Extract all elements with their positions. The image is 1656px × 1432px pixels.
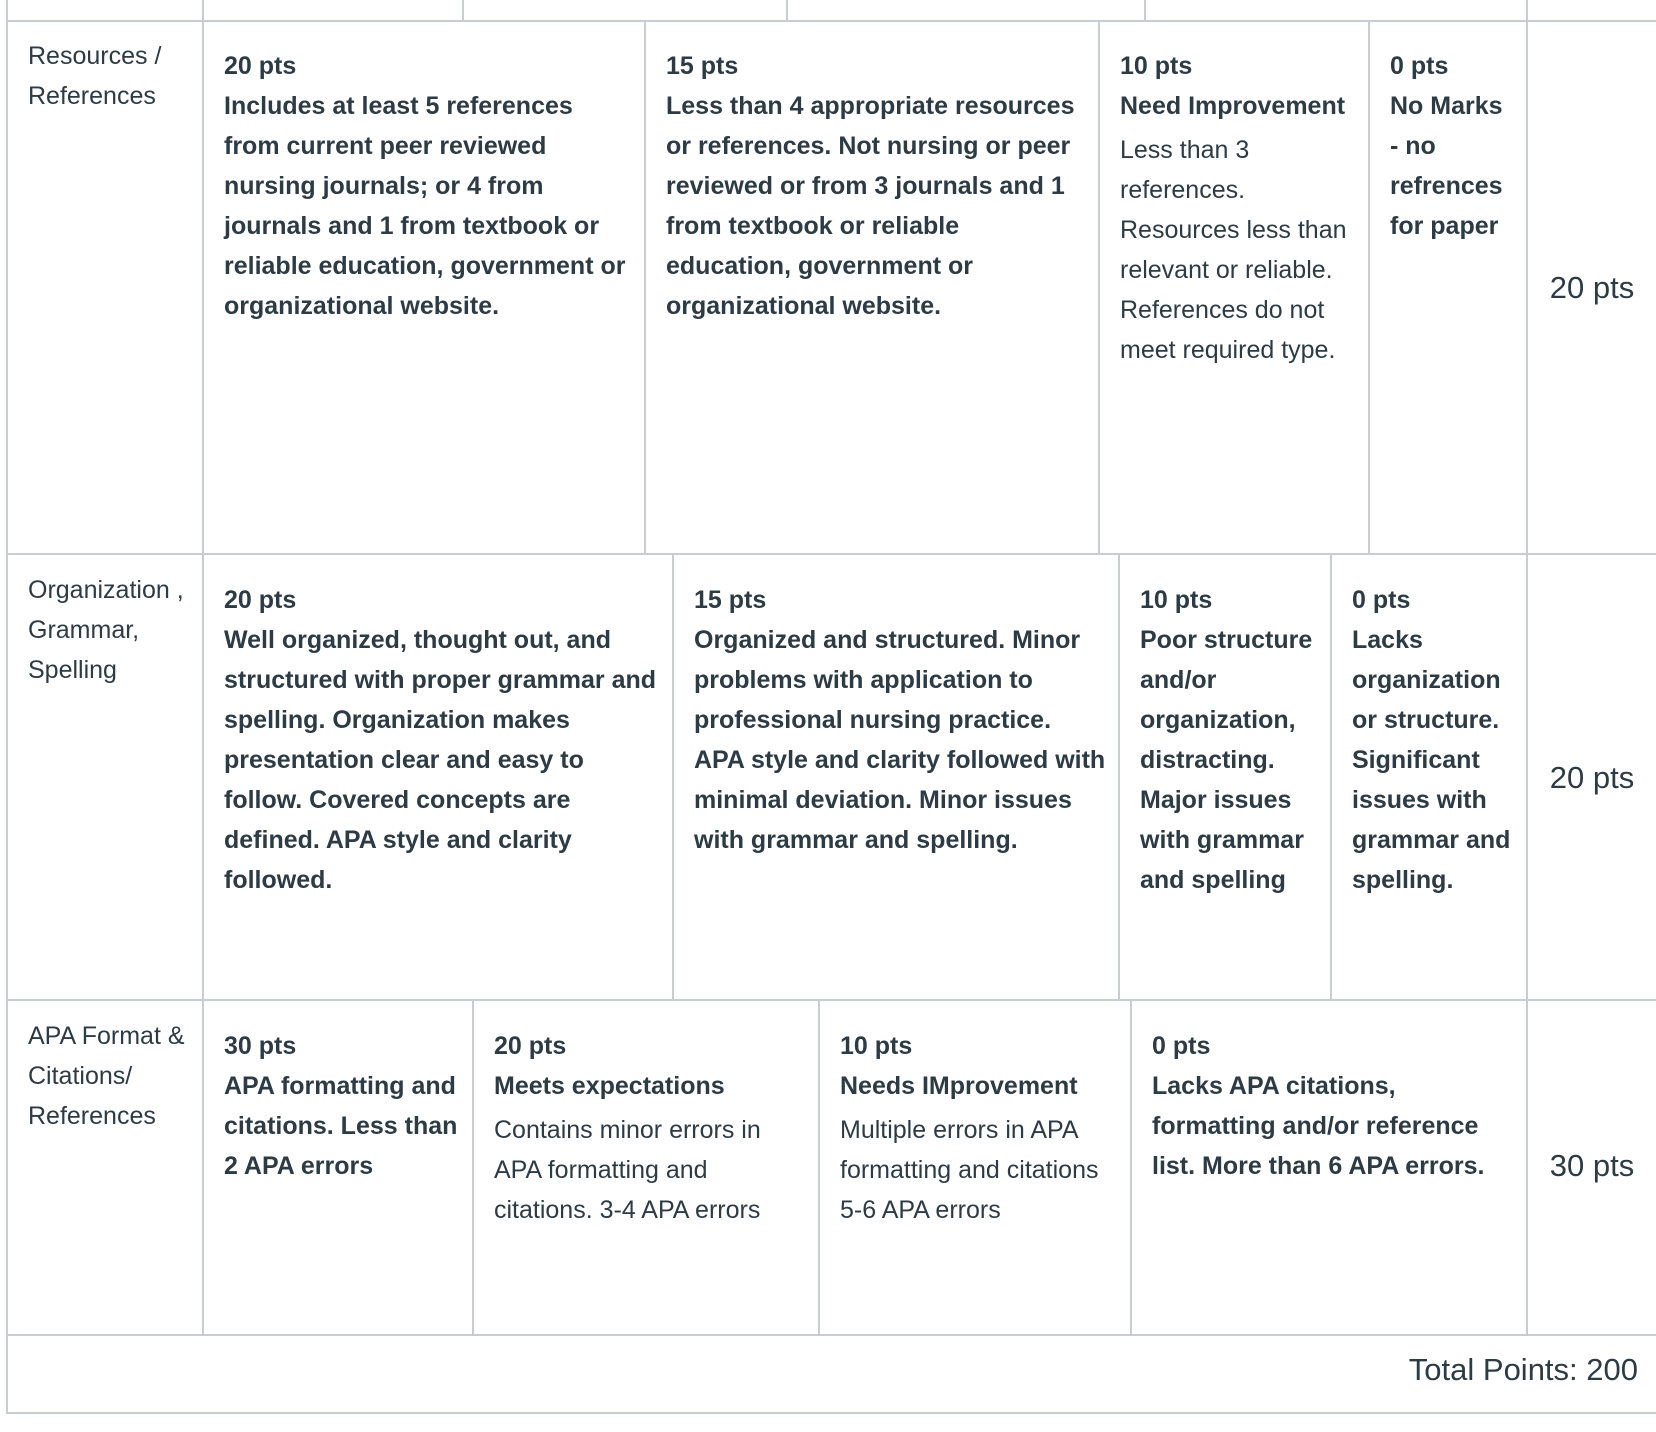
rating-divider (1368, 21, 1370, 554)
rating-cell[interactable] (224, 1026, 460, 1186)
rating-divider (644, 21, 646, 554)
rating-title: Needs IMprovement (840, 1072, 1078, 1100)
table-left-border (6, 0, 8, 1414)
rating-divider (1130, 1000, 1132, 1335)
rating-cell[interactable] (224, 46, 632, 326)
rating-divider (818, 1000, 820, 1335)
rating-points: 0 pts (1152, 1032, 1211, 1060)
rating-cell[interactable] (1152, 1026, 1516, 1186)
rating-description: Contains minor errors in APA formatting and citations. 3-4 APA errors (494, 1116, 761, 1224)
row-divider (6, 1334, 1656, 1336)
table-bottom-border (6, 1412, 1656, 1414)
rating-title: Poor structure and/or organization, distracting. Major issues with grammar and spelling (1140, 626, 1313, 894)
rating-points: 30 pts (224, 1032, 297, 1060)
rating-title: Includes at least 5 references from current peer reviewed nursing journals; or 4 from journals and 1 from textbook or reliable education, government or organizational website. (224, 92, 626, 320)
column-divider (202, 0, 204, 1336)
column-divider (1144, 0, 1146, 21)
row-divider (6, 999, 1656, 1001)
rating-title: No Marks - no refrences for paper (1390, 92, 1503, 240)
total-points: Total Points: 200 (1408, 1352, 1638, 1387)
criterion-points: 20 pts (1549, 270, 1635, 305)
rating-cell[interactable] (1120, 46, 1356, 370)
rating-title: Need Improvement (1120, 92, 1346, 120)
rating-title: Lacks organization or structure. Significant issues with grammar and spelling. (1352, 626, 1511, 894)
rating-cell[interactable] (1140, 580, 1318, 900)
rating-title: APA formatting and citations. Less than 2 APA errors (224, 1072, 458, 1180)
rating-points: 0 pts (1390, 52, 1449, 80)
row-divider (6, 20, 1656, 22)
rating-cell[interactable] (840, 1026, 1120, 1230)
rating-divider (1330, 554, 1332, 1000)
rating-points: 20 pts (224, 586, 297, 614)
rating-title: Well organized, thought out, and structured with proper grammar and spelling. Organization makes presentation clear and easy to follow. Covered concepts are defined. APA style and clarity followed. (224, 626, 657, 894)
rating-divider (672, 554, 674, 1000)
rating-description: Less than 3 references. Resources less than relevant or reliable. References do not meet required type. (1120, 136, 1347, 364)
rating-points: 10 pts (1120, 52, 1193, 80)
row-divider (6, 553, 1656, 555)
rating-points: 15 pts (666, 52, 739, 80)
rating-cell[interactable] (1352, 580, 1516, 900)
rating-description: Multiple errors in APA formatting and citations 5-6 APA errors (840, 1116, 1099, 1224)
rating-points: 20 pts (224, 52, 297, 80)
criterion-points: 20 pts (1549, 760, 1635, 795)
rating-title: Organized and structured. Minor problems with application to professional nursing practice. APA style and clarity followed with minimal deviation. Minor issues with grammar and spelling. (694, 626, 1106, 854)
rating-cell[interactable] (694, 580, 1106, 860)
rating-points: 20 pts (494, 1032, 567, 1060)
rating-cell[interactable] (494, 1026, 806, 1230)
rating-divider (1118, 554, 1120, 1000)
column-divider (462, 0, 464, 21)
column-divider (1526, 0, 1528, 1336)
rating-divider (1098, 21, 1100, 554)
criterion-points: 30 pts (1549, 1148, 1635, 1183)
rating-points: 10 pts (1140, 586, 1213, 614)
rating-points: 10 pts (840, 1032, 913, 1060)
column-divider (786, 0, 788, 21)
criterion-label: Resources / References (28, 42, 162, 110)
rating-points: 0 pts (1352, 586, 1411, 614)
rating-title: Lacks APA citations, formatting and/or reference list. More than 6 APA errors. (1152, 1072, 1485, 1180)
rating-title: Meets expectations (494, 1072, 725, 1100)
criterion-label: Organization , Grammar, Spelling (28, 576, 184, 684)
rating-title: Less than 4 appropriate resources or references. Not nursing or peer reviewed or from 3 journals and 1 from textbook or reliable education, government or organizational website. (666, 92, 1075, 320)
rating-cell[interactable] (1390, 46, 1514, 246)
rating-cell[interactable] (224, 580, 660, 900)
criterion-label: APA Format & Citations/ References (28, 1022, 185, 1130)
rating-cell[interactable] (666, 46, 1086, 326)
rating-divider (472, 1000, 474, 1335)
rating-points: 15 pts (694, 586, 767, 614)
